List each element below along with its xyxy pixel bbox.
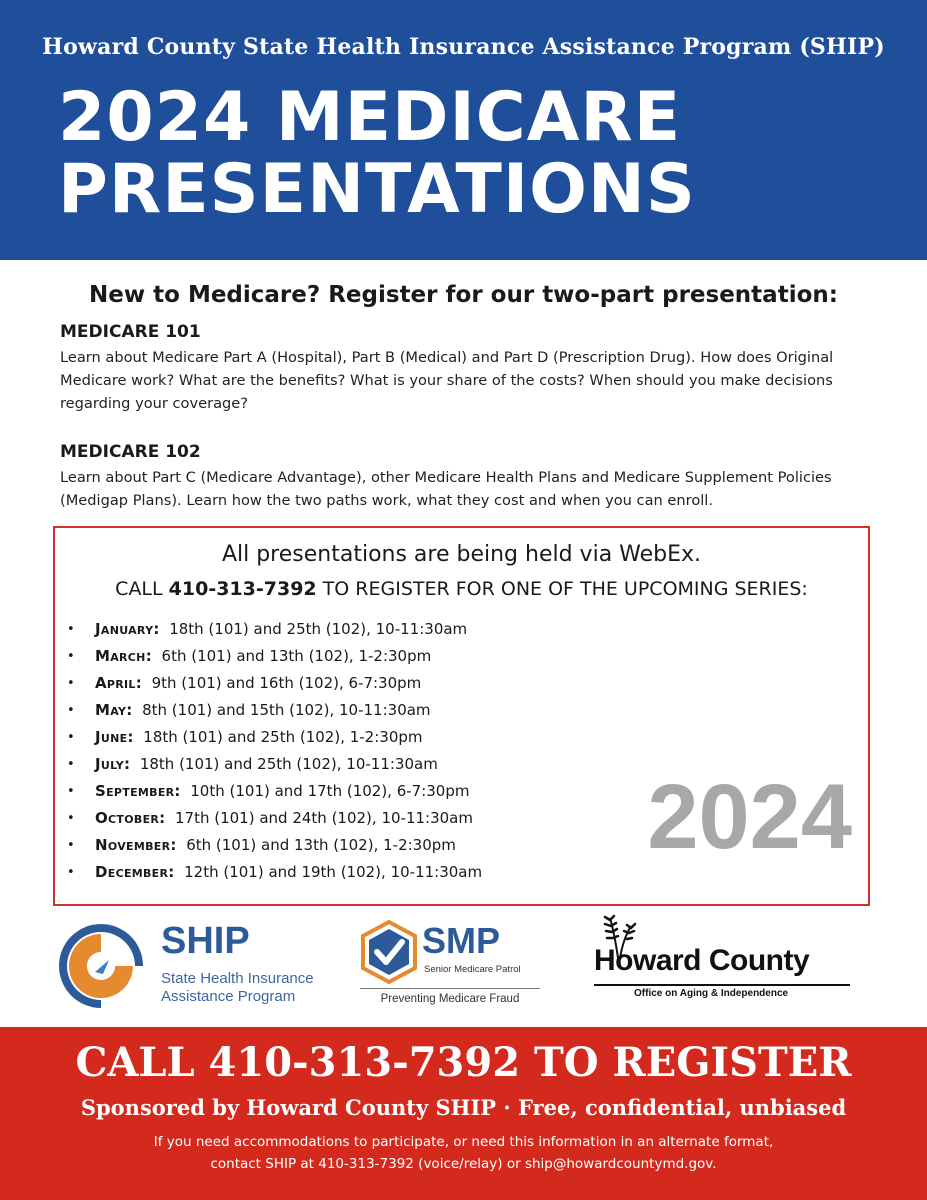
schedule-month: October:	[95, 809, 166, 827]
footer-access-line-1: If you need accommodations to participate, or need this information in an alternate format,	[153, 1134, 774, 1150]
schedule-month: January:	[95, 620, 160, 638]
title-line-2: PRESENTATIONS	[58, 150, 696, 229]
schedule-details: 9th (101) and 16th (102), 6-7:30pm	[151, 674, 422, 692]
schedule-list	[67, 616, 482, 886]
bullet-icon: •	[67, 676, 75, 691]
phone-number: 410-313-7392	[168, 578, 317, 600]
footer-call-to-register: CALL 410-313-7392 TO REGISTER	[75, 1039, 852, 1086]
schedule-month: June:	[95, 728, 134, 746]
smp-logo-name: SMP	[422, 920, 501, 961]
schedule-item	[67, 697, 482, 724]
schedule-details: 17th (101) and 24th (102), 10-11:30am	[175, 809, 473, 827]
bullet-icon: •	[67, 730, 75, 745]
medicare-101-heading: MEDICARE 101	[60, 322, 201, 342]
schedule-month: April:	[95, 674, 143, 692]
schedule-item	[67, 832, 482, 859]
bullet-icon: •	[67, 865, 75, 880]
schedule-item	[67, 805, 482, 832]
schedule-item	[67, 778, 482, 805]
schedule-details: 18th (101) and 25th (102), 1-2:30pm	[143, 728, 423, 746]
schedule-details: 10th (101) and 17th (102), 6-7:30pm	[190, 782, 470, 800]
medicare-102-heading: MEDICARE 102	[60, 442, 201, 462]
medicare-102-description: Learn about Part C (Medicare Advantage), other Medicare Health Plans and Medicare Supplement Policies (Medigap Plans). Learn how the two paths work, what they cost and when you can enroll.	[60, 469, 832, 509]
schedule-item	[67, 670, 482, 697]
ship-logo-name: SHIP	[161, 920, 250, 962]
howard-county-subtitle: Office on Aging & Independence	[634, 988, 789, 999]
call-suffix: TO REGISTER FOR ONE OF THE UPCOMING SERIES:	[322, 578, 808, 600]
schedule-details: 8th (101) and 15th (102), 10-11:30am	[142, 701, 431, 719]
schedule-month: December:	[95, 863, 175, 881]
smp-check-badge-icon	[360, 920, 418, 984]
bullet-icon: •	[67, 757, 75, 772]
ship-logo-subtitle	[161, 970, 314, 1006]
medicare-101-section	[60, 322, 890, 415]
bullet-icon: •	[67, 838, 75, 853]
schedule-month: July:	[95, 755, 131, 773]
ship-logo-line-1: State Health Insurance	[161, 970, 314, 987]
schedule-details: 18th (101) and 25th (102), 10-11:30am	[139, 755, 438, 773]
ship-logo	[55, 920, 345, 1010]
schedule-month: November:	[95, 836, 177, 854]
schedule-item	[67, 751, 482, 778]
schedule-details: 12th (101) and 19th (102), 10-11:30am	[184, 863, 483, 881]
schedule-month: May:	[95, 701, 133, 719]
year-watermark: 2024	[647, 766, 852, 868]
ship-logo-line-2: Assistance Program	[161, 988, 296, 1005]
schedule-details: 6th (101) and 13th (102), 1-2:30pm	[186, 836, 456, 854]
smp-logo-tagline: Preventing Medicare Fraud	[360, 988, 540, 1005]
schedule-item	[67, 643, 482, 670]
howard-county-rule	[594, 984, 850, 986]
bullet-icon: •	[67, 811, 75, 826]
footer-sponsor: Sponsored by Howard County SHIP · Free, confidential, unbiased	[80, 1095, 847, 1120]
page-title	[58, 78, 918, 229]
tagline: New to Medicare? Register for our two-part presentation:	[89, 282, 838, 308]
medicare-102-section	[60, 442, 890, 512]
schedule-month: September:	[95, 782, 181, 800]
schedule-box	[53, 526, 870, 906]
schedule-details: 6th (101) and 13th (102), 1-2:30pm	[161, 647, 432, 665]
bullet-icon: •	[67, 622, 75, 637]
medicare-101-description: Learn about Medicare Part A (Hospital), Part B (Medical) and Part D (Prescription Drug). How does Original Medicare work? What are the benefits? What is your share of the costs? When should you make decisions regarding your coverage?	[60, 349, 834, 412]
title-line-1: 2024 MEDICARE	[58, 78, 682, 157]
ship-logo-icon	[55, 920, 147, 1010]
smp-logo	[360, 920, 540, 1010]
bullet-icon: •	[67, 703, 75, 718]
smp-logo-subtitle: Senior Medicare Patrol	[424, 964, 521, 975]
webex-notice: All presentations are being held via WebEx.	[221, 542, 702, 567]
schedule-month: March:	[95, 647, 152, 665]
call-prefix: CALL	[115, 578, 163, 600]
schedule-item	[67, 616, 482, 643]
bullet-icon: •	[67, 649, 75, 664]
footer-access-line-2: contact SHIP at 410-313-7392 (voice/relay) or ship@howardcountymd.gov.	[210, 1156, 717, 1172]
footer-banner	[0, 1027, 927, 1200]
howard-county-logo	[594, 914, 852, 1010]
footer-accessibility-note	[0, 1131, 927, 1175]
schedule-item	[67, 724, 482, 751]
register-call-line	[55, 578, 868, 600]
schedule-item	[67, 859, 482, 886]
logos-row	[0, 912, 927, 1022]
howard-county-name: Howard County	[594, 944, 810, 977]
header-banner	[0, 0, 927, 260]
schedule-details: 18th (101) and 25th (102), 10-11:30am	[169, 620, 468, 638]
program-name: Howard County State Health Insurance Assistance Program (SHIP)	[42, 34, 885, 60]
bullet-icon: •	[67, 784, 75, 799]
